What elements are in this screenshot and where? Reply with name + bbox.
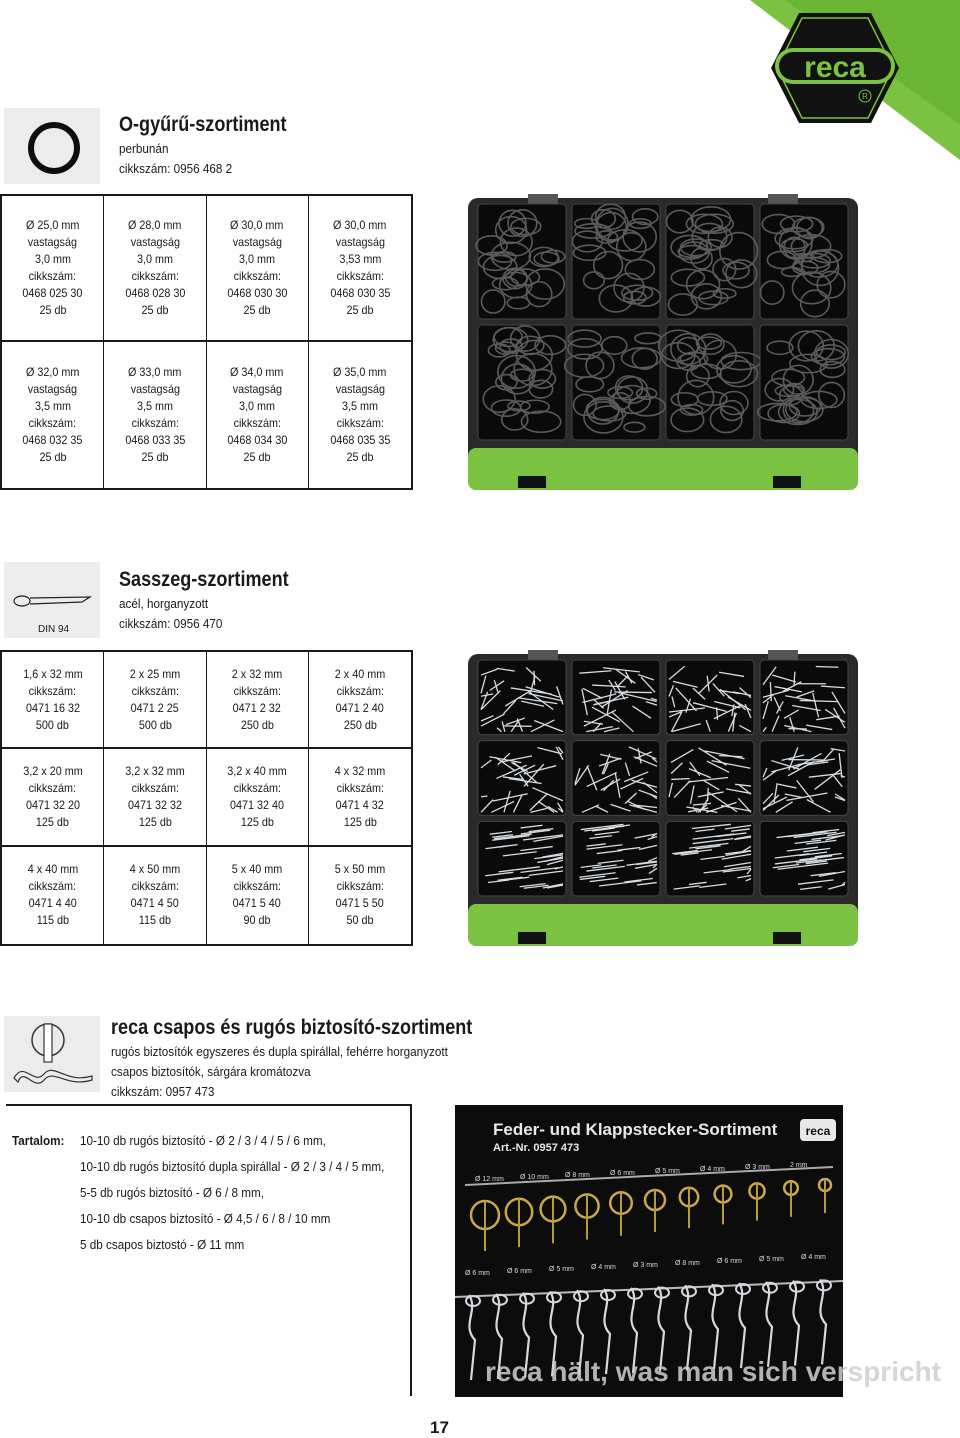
cell-line: 3,0 mm	[137, 251, 173, 268]
board-size-label: Ø 6 mm	[507, 1268, 532, 1275]
section1-article: cikkszám: 0956 468 2	[119, 159, 232, 179]
cell-line: 90 db	[244, 912, 271, 929]
cell-line: 2 x 32 mm	[232, 666, 282, 683]
cell-line: vastagság	[233, 234, 282, 251]
cell-line: cikkszám:	[336, 268, 383, 285]
cell-line: cikkszám:	[131, 683, 178, 700]
table-cell	[104, 342, 206, 488]
table-cell	[207, 342, 309, 488]
cell-line: 0468 032 35	[23, 432, 83, 449]
cotter-pin	[671, 779, 689, 780]
table-cell	[2, 342, 104, 488]
board-size-label: 2 mm	[790, 1162, 808, 1169]
cell-line: cikkszám:	[336, 683, 383, 700]
cell-line: 25 db	[244, 302, 271, 319]
board-size-label: Ø 4 mm	[801, 1254, 826, 1261]
cell-line: 0471 4 32	[336, 797, 384, 814]
cell-line: 25 db	[39, 302, 66, 319]
board-slogan: reca hält, was man sich verspricht	[485, 1356, 941, 1387]
cell-line: Ø 34,0 mm	[230, 364, 283, 381]
page-number: 17	[430, 1418, 449, 1438]
cell-line: 0471 5 50	[336, 895, 384, 912]
cell-line: 0471 2 32	[233, 700, 281, 717]
section3-article: cikkszám: 0957 473	[111, 1082, 214, 1102]
cell-line: 0468 034 30	[227, 432, 287, 449]
cell-line: 3,5 mm	[137, 398, 173, 415]
cell-line: cikkszám:	[29, 780, 76, 797]
table-cell	[309, 847, 411, 944]
cell-line: 115 db	[139, 912, 171, 929]
brand-corner	[710, 0, 960, 160]
cell-line: 3,2 x 32 mm	[125, 763, 184, 780]
cell-line: 25 db	[346, 449, 373, 466]
cell-line: cikkszám:	[29, 415, 76, 432]
cell-line: 3,0 mm	[239, 398, 275, 415]
cell-line: Ø 35,0 mm	[333, 364, 386, 381]
cell-line: cikkszám:	[131, 415, 178, 432]
table-cell	[309, 196, 411, 342]
cell-line: 0468 035 35	[330, 432, 390, 449]
cell-line: 125 db	[138, 814, 171, 831]
cell-line: 4 x 32 mm	[335, 763, 385, 780]
table-cell	[2, 749, 104, 846]
cell-line: 0468 030 30	[227, 285, 287, 302]
cotter-pin-case-photo	[468, 650, 858, 946]
cell-line: 4 x 40 mm	[27, 861, 77, 878]
cell-line: Ø 30,0 mm	[230, 217, 283, 234]
board-size-label: Ø 5 mm	[759, 1256, 784, 1263]
cell-line: 0471 5 40	[233, 895, 281, 912]
din-label: DIN 94	[38, 624, 69, 635]
cell-line: cikkszám:	[131, 268, 178, 285]
cell-line: 0471 4 50	[131, 895, 179, 912]
cell-line: cikkszám:	[29, 268, 76, 285]
case-latch	[518, 476, 546, 488]
cell-line: cikkszám:	[336, 780, 383, 797]
board-size-label: Ø 6 mm	[717, 1258, 742, 1265]
cell-line: 0471 32 20	[26, 797, 80, 814]
cell-line: vastagság	[28, 381, 77, 398]
board-size-label: Ø 3 mm	[633, 1262, 658, 1269]
cell-line: 0468 030 35	[330, 285, 390, 302]
cell-line: 25 db	[39, 449, 66, 466]
cell-line: cikkszám:	[233, 268, 280, 285]
cell-line: Ø 32,0 mm	[26, 364, 79, 381]
cell-line: 0471 32 32	[128, 797, 182, 814]
cell-line: 4 x 50 mm	[130, 861, 180, 878]
board-size-label: Ø 10 mm	[520, 1174, 549, 1181]
cell-line: 500 db	[36, 717, 69, 734]
cell-line: 25 db	[244, 449, 271, 466]
section3-title: reca csapos és rugós biztosító-szortiment	[111, 1016, 472, 1040]
board-logo: reca	[806, 1124, 831, 1138]
case-latch	[773, 932, 801, 944]
case-compartment	[666, 204, 754, 319]
cell-line: Ø 30,0 mm	[333, 217, 386, 234]
section1-material: perbunán	[119, 139, 168, 159]
cell-line: 250 db	[241, 717, 274, 734]
table-cell	[104, 652, 206, 749]
section3-line1: rugós biztosítók egyszeres és dupla spirállal, fehérre horganyzott	[111, 1042, 448, 1062]
safety-pin-icon	[4, 1016, 100, 1092]
case-hinge	[528, 194, 558, 204]
o-ring-case-photo	[468, 194, 858, 490]
o-ring-table	[0, 194, 413, 490]
svg-text:reca: reca	[804, 51, 866, 84]
cell-line: cikkszám:	[29, 878, 76, 895]
board-size-label: Ø 6 mm	[465, 1270, 490, 1277]
cell-line: 0471 2 40	[336, 700, 384, 717]
cell-line: 25 db	[141, 302, 168, 319]
cell-line: cikkszám:	[233, 683, 280, 700]
case-hinge	[768, 194, 798, 204]
cell-line: 3,0 mm	[35, 251, 71, 268]
cell-line: 0471 32 40	[230, 797, 284, 814]
cell-line: 2 x 25 mm	[130, 666, 180, 683]
cell-line: 0468 025 30	[23, 285, 83, 302]
table-cell	[2, 196, 104, 342]
board-size-label: Ø 4 mm	[591, 1264, 616, 1271]
cell-line: cikkszám:	[131, 878, 178, 895]
cell-line: Ø 25,0 mm	[26, 217, 79, 234]
safety-pin-thumbnail	[4, 1016, 100, 1092]
safety-pin-board-photo	[455, 1105, 843, 1397]
board-article: Art.-Nr. 0957 473	[493, 1142, 579, 1154]
table-cell	[2, 847, 104, 944]
cell-line: 2 x 40 mm	[335, 666, 385, 683]
cell-line: vastagság	[28, 234, 77, 251]
table-cell	[309, 749, 411, 846]
contents-line: 10-10 db csapos biztosító - Ø 4,5 / 6 / 8 / 10 mm	[80, 1211, 330, 1226]
cell-line: vastagság	[130, 234, 179, 251]
contents-line: 10-10 db rugós biztosító dupla spirállal - Ø 2 / 3 / 4 / 5 mm,	[80, 1159, 384, 1174]
table-cell	[207, 749, 309, 846]
cell-line: Ø 33,0 mm	[128, 364, 181, 381]
cell-line: 125 db	[343, 814, 376, 831]
contents-line: 5-5 db rugós biztosító - Ø 6 / 8 mm,	[80, 1185, 264, 1200]
board-size-label: Ø 8 mm	[675, 1260, 700, 1267]
table-cell	[207, 652, 309, 749]
table-cell	[207, 196, 309, 342]
cell-line: 3,2 x 40 mm	[227, 763, 286, 780]
svg-text:R: R	[862, 92, 868, 101]
contents-line: 10-10 db rugós biztosító - Ø 2 / 3 / 4 / 5 / 6 mm,	[80, 1133, 326, 1148]
case-hinge	[528, 650, 558, 660]
cell-line: 3,0 mm	[239, 251, 275, 268]
table-cell	[309, 652, 411, 749]
cell-line: cikkszám:	[233, 878, 280, 895]
cell-line: 0471 2 25	[131, 700, 179, 717]
cell-line: Ø 28,0 mm	[128, 217, 181, 234]
case-compartment	[478, 821, 566, 896]
cell-line: cikkszám:	[233, 780, 280, 797]
cell-line: 3,5 mm	[35, 398, 71, 415]
contents-label: Tartalom:	[12, 1133, 64, 1148]
section1-title: O-gyűrű-szortiment	[119, 113, 287, 137]
table-cell	[309, 342, 411, 488]
cell-line: 500 db	[138, 717, 171, 734]
cell-line: vastagság	[335, 234, 384, 251]
cell-line: 0468 028 30	[125, 285, 185, 302]
board-title: Feder- und Klappstecker-Sortiment	[493, 1120, 778, 1139]
cell-line: 0468 033 35	[125, 432, 185, 449]
table-cell	[104, 749, 206, 846]
cell-line: 125 db	[241, 814, 274, 831]
cell-line: 5 x 40 mm	[232, 861, 282, 878]
table-cell	[104, 847, 206, 944]
section3-line2: csapos biztosítók, sárgára kromátozva	[111, 1062, 311, 1082]
cell-line: 3,2 x 20 mm	[23, 763, 82, 780]
table-cell	[207, 847, 309, 944]
o-ring-thumbnail	[4, 108, 100, 184]
cell-line: 3,5 mm	[342, 398, 378, 415]
o-ring-icon	[4, 108, 100, 184]
contents-line: 5 db csapos biztostó - Ø 11 mm	[80, 1237, 244, 1252]
board-size-label: Ø 12 mm	[475, 1176, 504, 1183]
cell-line: 0471 16 32	[26, 700, 80, 717]
cell-line: 25 db	[346, 302, 373, 319]
cell-line: vastagság	[130, 381, 179, 398]
case-hinge	[768, 650, 798, 660]
cotter-pin-thumbnail	[4, 562, 100, 638]
case-latch	[518, 932, 546, 944]
cell-line: cikkszám:	[233, 415, 280, 432]
cell-line: 25 db	[141, 449, 168, 466]
board-size-label: Ø 5 mm	[549, 1266, 574, 1273]
cell-line: cikkszám:	[29, 683, 76, 700]
section2-title: Sasszeg-szortiment	[119, 568, 289, 592]
cell-line: 250 db	[343, 717, 376, 734]
case-latch	[773, 476, 801, 488]
table-cell	[2, 652, 104, 749]
cell-line: 0471 4 40	[29, 895, 77, 912]
cell-line: vastagság	[335, 381, 384, 398]
cell-line: 125 db	[36, 814, 69, 831]
section2-material: acél, horganyzott	[119, 594, 208, 614]
board-size-label: Ø 8 mm	[565, 1172, 590, 1179]
cell-line: cikkszám:	[131, 780, 178, 797]
cell-line: 115 db	[37, 912, 69, 929]
cell-line: 5 x 50 mm	[335, 861, 385, 878]
table-cell	[104, 196, 206, 342]
cotter-pin-table	[0, 650, 413, 946]
cell-line: 1,6 x 32 mm	[23, 666, 82, 683]
cell-line: cikkszám:	[336, 415, 383, 432]
cell-line: 3,53 mm	[339, 251, 381, 268]
cotter-pin	[481, 796, 487, 797]
board-size-label: Ø 4 mm	[700, 1166, 725, 1173]
board-size-label: Ø 6 mm	[610, 1170, 635, 1177]
cell-line: cikkszám:	[336, 878, 383, 895]
cotter-pin	[816, 666, 839, 667]
cell-line: vastagság	[233, 381, 282, 398]
board-size-label: Ø 3 mm	[745, 1164, 770, 1171]
section2-article: cikkszám: 0956 470	[119, 614, 222, 634]
board-size-label: Ø 5 mm	[655, 1168, 680, 1175]
cell-line: 50 db	[346, 912, 373, 929]
